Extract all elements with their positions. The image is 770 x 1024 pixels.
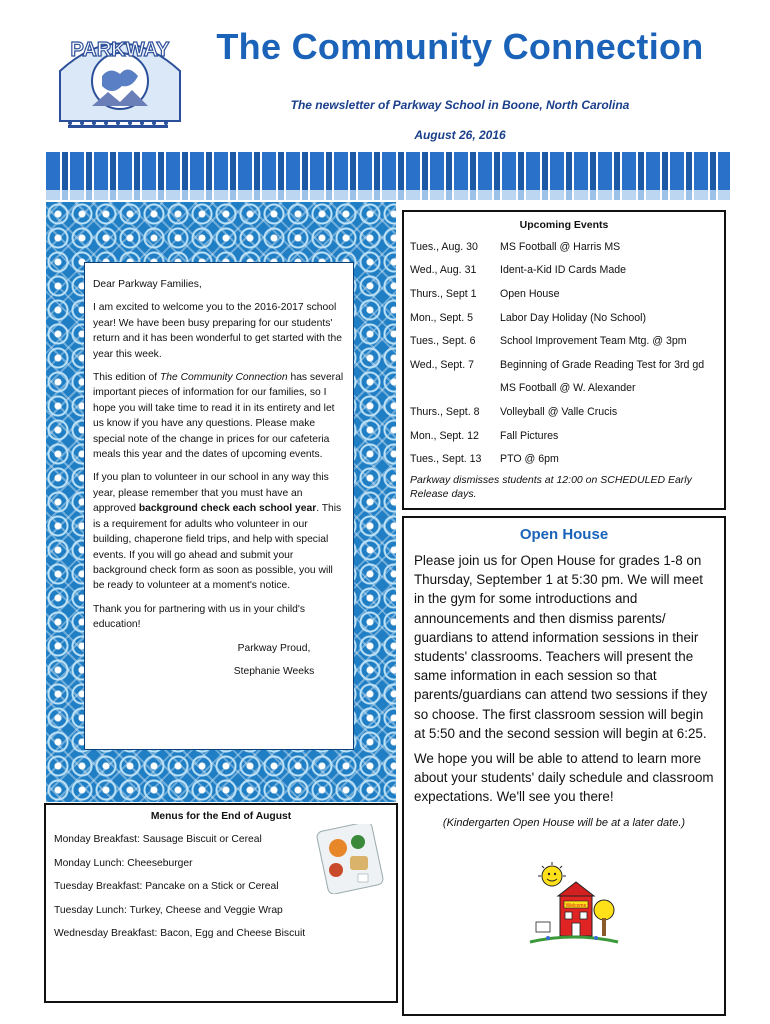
menu-item: Tuesday Breakfast: Pancake on a Stick or Cereal xyxy=(54,881,279,892)
open-house-title: Open House xyxy=(519,526,609,543)
letter-signature: Stephanie Weeks xyxy=(233,665,315,677)
event-row: Mon., Sept. 5 Labor Day Holiday (No School) xyxy=(410,311,647,324)
decorative-stripe-band xyxy=(46,152,730,200)
lunch-tray-image xyxy=(314,824,386,894)
event-row: Wed., Sept. 7 Beginning of Grade Reading Test for 3rd gd xyxy=(410,358,705,371)
parkway-logo xyxy=(40,26,200,136)
menu-item: Monday Breakfast: Sausage Biscuit or Cereal xyxy=(54,834,262,845)
letter-paragraph: I am excited to welcome you to the 2016-2017 school year! We have been busy preparing for our students' return and it has been wonderful to get started with the year this week. xyxy=(93,302,342,360)
principal-letter xyxy=(84,262,354,750)
open-house-paragraph: Please join us for Open House for grades 1-8 on Thursday, September 1 at 5:30 pm. We will meet in the gym for some introductions and announcements and then dismiss parents/ guardians to attend information sessions in their students' classrooms. Teachers will present the same information in each session so that parents/guardians can attend two sessions if they so choose. The first classroom session will begin at 5:50 and the second session will begin at 6:25. xyxy=(414,553,708,741)
menu-item: Tuesday Lunch: Turkey, Cheese and Veggie Wrap xyxy=(54,904,283,916)
welcome-sign-text: Welcome xyxy=(565,903,587,909)
event-row: Tues., Aug. 30 MS Football @ Harris MS xyxy=(410,240,621,253)
school-clipart xyxy=(528,862,620,952)
letter-paragraph: This edition of The Community Connection has several important pieces of information for our families, so I hope you will take time to read it in its entirety and let us know if you have any questions. Please make special note of the change in prices for our cafeteria meals this year and the dates of upcoming events. xyxy=(93,372,344,461)
event-row: Thurs., Sept 1 Open House xyxy=(410,287,560,300)
event-row: Tues., Sept. 6 School Improvement Team Mtg. @ 3pm xyxy=(410,335,687,348)
menus-title: Menus for the End of August xyxy=(150,811,292,822)
letter-paragraph: Thank you for partnering with us in your child's education! xyxy=(93,603,306,631)
events-note: Parkway dismisses students at 12:00 on SCHEDULED Early Release days. xyxy=(410,473,692,500)
event-row: MS Football @ W. Alexander xyxy=(500,382,636,395)
newsletter-subtitle: The newsletter of Parkway School in Boone, North Carolina xyxy=(290,98,630,112)
letter-greeting: Dear Parkway Families, xyxy=(93,279,202,290)
menu-item: Monday Lunch: Cheeseburger xyxy=(54,857,193,869)
upcoming-events-box xyxy=(402,210,726,510)
event-row: Thurs., Sept. 8 Volleyball @ Valle Crucis xyxy=(410,405,618,418)
letter-paragraph: If you plan to volunteer in our school in any way this year, please remember that you must have an approved background check each school year. This is a requirement for adults who volunteer in our building, chaperone field trips, and help with special events. If you will go ahead and submit your background check form as soon as possible, you will be ready to volunteer at a moment's notice. xyxy=(93,472,342,592)
events-title: Upcoming Events xyxy=(519,219,609,231)
letter-closing: Parkway Proud, xyxy=(237,642,311,654)
newsletter-title: The Community Connection xyxy=(216,26,704,67)
open-house-note: (Kindergarten Open House will be at a later date.) xyxy=(442,816,686,829)
logo-text: PARKWAY xyxy=(70,39,170,61)
event-row: Mon., Sept. 12 Fall Pictures xyxy=(410,429,559,442)
menu-item: Wednesday Breakfast: Bacon, Egg and Cheese Biscuit xyxy=(54,928,306,939)
open-house-paragraph: We hope you will be able to attend to learn more about your students' daily schedule and classroom expectations. We'll see you there! xyxy=(414,751,714,805)
newsletter-date: August 26, 2016 xyxy=(414,128,506,142)
event-row: Wed., Aug. 31 Ident-a-Kid ID Cards Made xyxy=(410,264,627,277)
event-row: Tues., Sept. 13 PTO @ 6pm xyxy=(410,453,559,466)
